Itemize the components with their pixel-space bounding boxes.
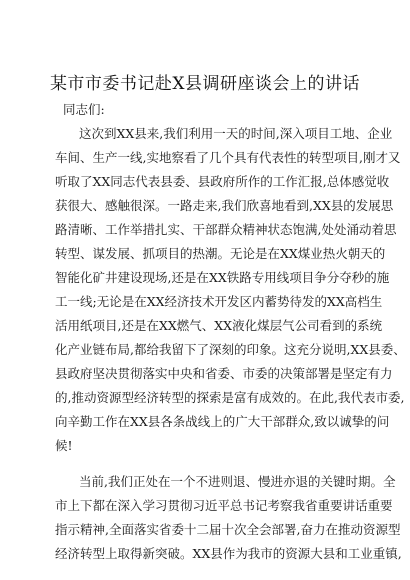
document-title: 某市市委书记赴X县调研座谈会上的讲话 (49, 74, 361, 94)
paragraph1-line: 化产业链布局,都给我留下了深刻的印象。这充分说明,XX县委、 (55, 342, 406, 357)
paragraph1-line: 获很大、感触很深。一路走来,我们欣喜地看到,XX县的发展思 (55, 198, 394, 213)
paragraph1-line: 工一线;无论是在XX经济技术开发区内蓄势待发的XX高档生 (55, 294, 383, 309)
salutation: 同志们: (63, 102, 105, 117)
paragraph1-line: 听取了XX同志代表县委、县政府所作的工作汇报,总体感觉收 (55, 174, 390, 189)
paragraph1-line: 路清晰、工作举措扎实、干部群众精神状态饱满,处处涌动着思 (55, 222, 397, 237)
paragraph2-line: 经济转型上取得新突破。XX县作为我市的资源大县和工业重镇, (55, 546, 402, 561)
paragraph1-line: 的,推动资源型经济转型的探索是富有成效的。在此,我代表市委, (55, 390, 405, 405)
paragraph1-line: 向辛勤工作在XX县各条战线上的广大干部群众,致以诚挚的问 (55, 414, 390, 429)
paragraph1-line: 候! (55, 438, 73, 453)
paragraph1-line: 智能化矿井建设现场,还是在XX铁路专用线项目争分夺秒的施 (55, 270, 390, 285)
paragraph2-line: 市上下都在深入学习贯彻习近平总书记考察我省重要讲话重要 (55, 498, 393, 513)
paragraph1-line: 县政府坚决贯彻落实中央和省委、市委的决策部署是坚定有力 (55, 366, 393, 381)
paragraph2-line: 当前,我们正处在一个不进则退、慢进亦退的关键时期。全 (79, 474, 396, 489)
paragraph1-line: 转型、谋发展、抓项目的热潮。无论是在XX煤业热火朝天的 (55, 246, 386, 261)
paragraph1-line: 活用纸项目,还是在XX燃气、XX液化煤层气公司看到的系统 (55, 318, 383, 333)
paragraph2-line: 指示精神,全面落实省委十二届十次全会部署,奋力在推动资源型 (55, 522, 401, 537)
paragraph1-line: 这次到XX县来,我们利用一天的时间,深入项目工地、企业 (79, 126, 393, 141)
paragraph1-line: 车间、生产一线,实地察看了几个具有代表性的转型项目,刚才又 (55, 150, 401, 165)
